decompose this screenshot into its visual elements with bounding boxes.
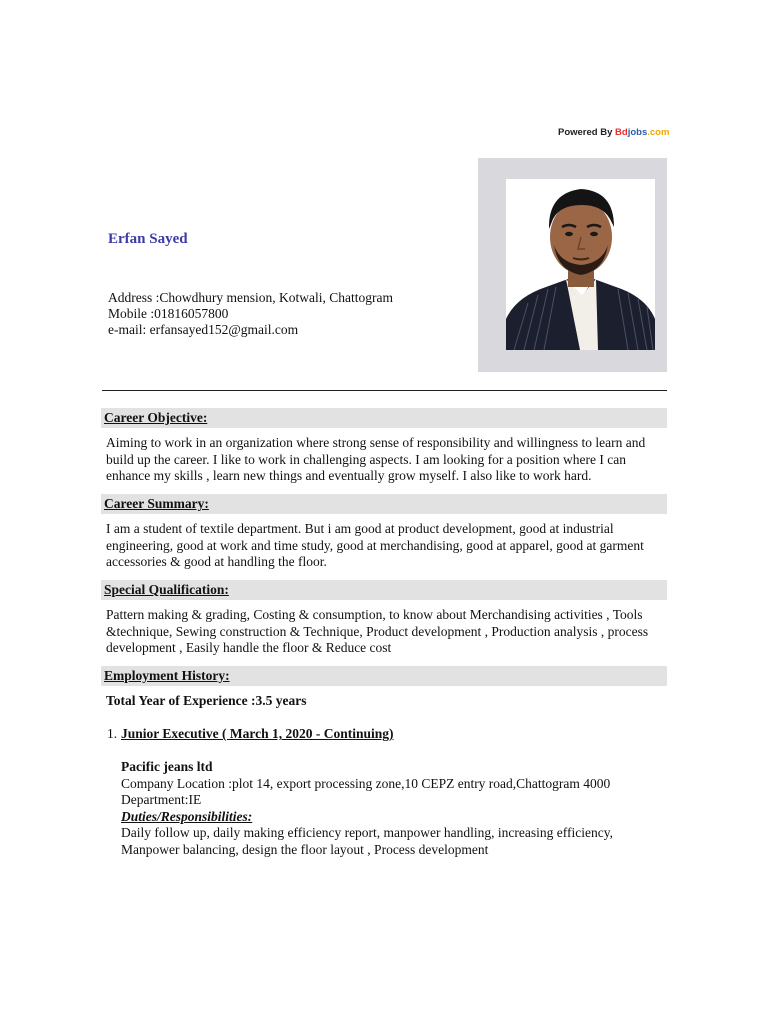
text-line: Pattern making & grading, Costing & consumption, to know about Merchandising activities , Tools [106,607,643,622]
career-objective-heading [101,408,667,428]
powered-by-bdjobs [558,127,669,138]
special-qualification-heading [101,580,667,600]
special-qualification-text [106,607,666,657]
profile-photo [506,179,655,350]
bdjobs-logo-jobs: jobs [627,127,648,138]
duties-line: Daily follow up, daily making efficiency report, manpower handling, increasing efficiency, [121,825,613,840]
department: Department:IE [121,792,202,807]
career-summary-heading [101,494,667,514]
career-summary-title: Career Summary: [104,496,209,511]
job-number: 1. [107,726,118,741]
bdjobs-logo-bd: Bd [615,127,628,138]
job-details [121,759,666,858]
powered-by-label: Powered By [558,127,616,138]
duties-label: Duties/Responsibilities: [121,808,253,824]
text-line: accessories & good at handling the floor. [106,554,327,570]
text-line: enhance my skills , learn new things and eventually grow myself. I also like to work hard. [106,468,592,484]
text-line: Aiming to work in an organization where strong sense of responsibility and willingness to learn and [106,435,646,450]
text-line: I am a student of textile department. But i am good at product development, good at industrial [106,521,614,536]
text-line: build up the career. I like to work in challenging aspects. I am looking for a position where I can [106,451,626,467]
company-name: Pacific jeans ltd [121,759,213,774]
total-experience: Total Year of Experience :3.5 years [106,693,307,708]
career-objective-text [106,435,666,485]
header-divider [102,390,667,391]
email-line: e-mail: erfansayed152@gmail.com [108,322,299,337]
portrait-illustration [506,179,655,350]
text-line: development , Easily handle the floor & Reduce cost [106,640,392,656]
employment-history-heading [101,666,667,686]
career-summary-text [106,521,666,571]
contact-block [108,290,393,338]
mobile-line: Mobile :01816057800 [108,306,229,321]
career-objective-title: Career Objective: [104,410,208,425]
company-location: Company Location :plot 14, export processing zone,10 CEPZ entry road,Chattogram 4000 [121,775,611,791]
duties-line: Manpower balancing, design the floor layout , Process development [121,841,489,857]
employment-history-title: Employment History: [104,668,230,683]
text-line: &technique, Sewing construction & Technique, Product development , Production analysis , process [106,623,649,639]
candidate-name: Erfan Sayed [108,231,188,247]
special-qualification-title: Special Qualification: [104,582,229,597]
job-title: Junior Executive ( March 1, 2020 - Continuing) [121,726,394,741]
bdjobs-logo-com: .com [647,127,670,138]
profile-photo-frame [478,158,667,372]
text-line: engineering, good at work and time study, good at merchandising, good at apparel, good at garment [106,537,644,553]
address-line: Address :Chowdhury mension, Kotwali, Chattogram [108,290,393,305]
